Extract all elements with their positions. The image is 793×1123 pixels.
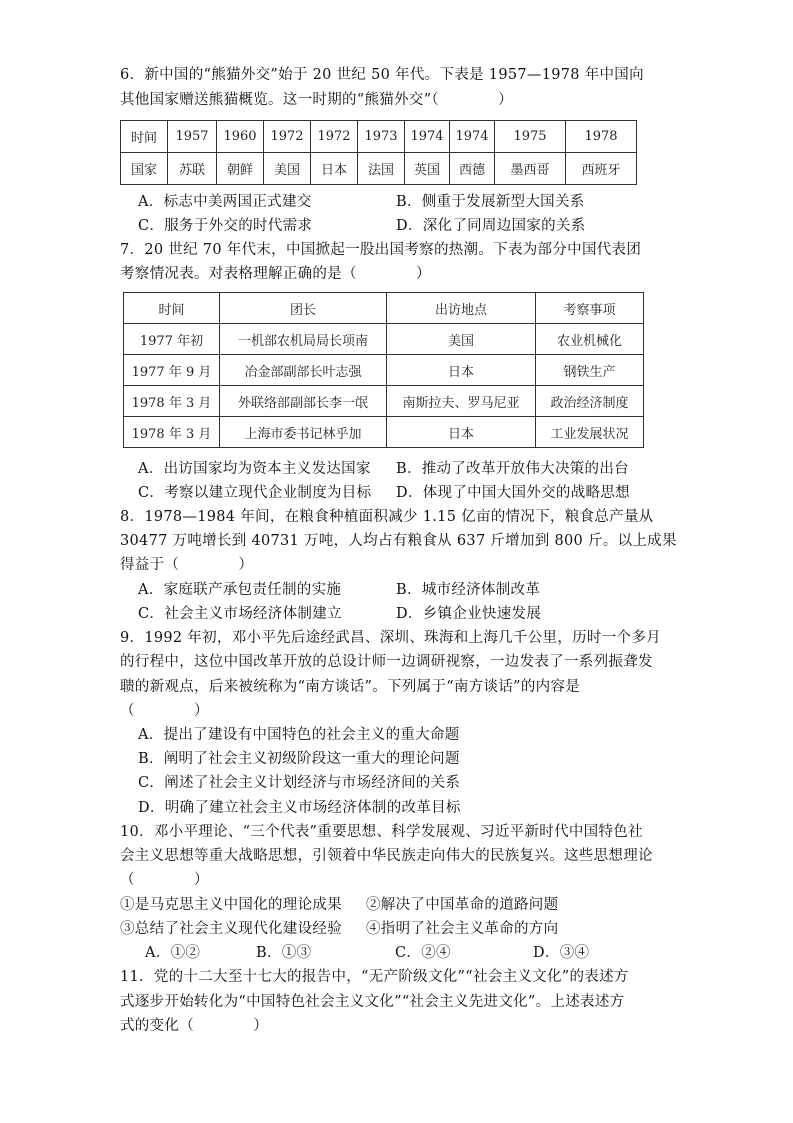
q10-statement-2: ②解决了中国革命的道路问题 bbox=[366, 897, 559, 913]
q10-stem-line2: 会主义思想等重大战略思想，引领着中华民族走向伟大的民族复兴。这些思想理论 bbox=[120, 848, 653, 864]
table-cell: 西德 bbox=[450, 153, 495, 185]
q10-option-c[interactable]: C．②④ bbox=[395, 945, 451, 961]
table-cell: 1974 bbox=[450, 121, 495, 153]
q7-option-b[interactable]: B．推动了改革开放伟大决策的出台 bbox=[396, 461, 629, 477]
table-row bbox=[124, 386, 644, 417]
table-cell: 英国 bbox=[405, 153, 450, 185]
q7-option-c[interactable]: C．考察以建立现代企业制度为目标 bbox=[138, 485, 372, 501]
table-header-cell: 团长 bbox=[220, 293, 387, 324]
q8-stem-line3: 得益于（ ） bbox=[120, 557, 254, 573]
table-cell: 冶金部副部长叶志强 bbox=[220, 355, 387, 386]
q6-option-d[interactable]: D．深化了同周边国家的关系 bbox=[396, 218, 586, 234]
q8-option-d[interactable]: D．乡镇企业快速发展 bbox=[396, 606, 542, 622]
table-cell: 政治经济制度 bbox=[536, 386, 644, 417]
table-cell: 1972 bbox=[264, 121, 311, 153]
q9-option-a[interactable]: A．提出了建设有中国特色的社会主义的重大命题 bbox=[138, 727, 460, 743]
table-cell: 时间 bbox=[121, 121, 168, 153]
q9-option-c[interactable]: C．阐述了社会主义计划经济与市场经济间的关系 bbox=[138, 775, 461, 791]
table-cell: 一机部农机局局长项南 bbox=[220, 324, 387, 355]
q7-delegation-table bbox=[123, 292, 644, 448]
q8-stem-line1: 8．1978—1984 年间，在粮食种植面积减少 1.15 亿亩的情况下，粮食总产量从 bbox=[120, 509, 654, 525]
table-cell: 1972 bbox=[311, 121, 358, 153]
q7-stem-line1: 7．20 世纪 70 年代末，中国掀起一股出国考察的热潮。下表为部分中国代表团 bbox=[120, 242, 642, 258]
q10-stem-line1: 10．邓小平理论、“三个代表”重要思想、科学发展观、习近平新时代中国特色社 bbox=[120, 824, 643, 840]
q8-option-c[interactable]: C．社会主义市场经济体制建立 bbox=[138, 606, 342, 622]
q10-statement-3: ③总结了社会主义现代化建设经验 bbox=[120, 921, 342, 937]
q11-stem-line2: 式逐步开始转化为“中国特色社会主义文化”“社会主义先进文化”。上述表述方 bbox=[120, 994, 625, 1010]
q10-option-b[interactable]: B．①③ bbox=[256, 945, 312, 961]
table-cell: 1960 bbox=[217, 121, 264, 153]
table-cell: 墨西哥 bbox=[495, 153, 566, 185]
table-cell: 日本 bbox=[387, 417, 536, 448]
table-cell: 美国 bbox=[387, 324, 536, 355]
table-cell: 法国 bbox=[358, 153, 405, 185]
q9-stem-line4: （ ） bbox=[120, 703, 209, 719]
q9-stem-line3: 聩的新观点，后来被统称为“南方谈话”。下列属于“南方谈话”的内容是 bbox=[120, 679, 581, 695]
q9-stem-line1: 9．1992 年初，邓小平先后途经武昌、深圳、珠海和上海几千公里，历时一个多月 bbox=[120, 630, 661, 646]
q7-stem-line2: 考察情况表。对表格理解正确的是（ ） bbox=[120, 266, 431, 282]
table-cell: 南斯拉夫、罗马尼亚 bbox=[387, 386, 536, 417]
q8-option-a[interactable]: A．家庭联产承包责任制的实施 bbox=[138, 582, 342, 598]
table-cell: 1977 年初 bbox=[124, 324, 220, 355]
q10-option-a[interactable]: A．①② bbox=[145, 945, 201, 961]
q10-stem-line3: （ ） bbox=[120, 872, 209, 888]
table-cell: 1978 年 3 月 bbox=[124, 386, 220, 417]
q8-option-b[interactable]: B．城市经济体制改革 bbox=[396, 582, 541, 598]
q9-option-b[interactable]: B．阐明了社会主义初级阶段这一重大的理论问题 bbox=[138, 751, 460, 767]
q10-statement-4: ④指明了社会主义革命的方向 bbox=[366, 921, 559, 937]
table-header-cell: 考察事项 bbox=[536, 293, 644, 324]
table-cell: 农业机械化 bbox=[536, 324, 644, 355]
table-cell: 1977 年 9 月 bbox=[124, 355, 220, 386]
q11-stem-line1: 11．党的十二大至十七大的报告中，“无产阶级文化”“社会主义文化”的表述方 bbox=[120, 969, 629, 985]
table-cell: 外联络部副部长李一氓 bbox=[220, 386, 387, 417]
table-row bbox=[124, 417, 644, 448]
table-row bbox=[121, 153, 637, 185]
q6-stem-line1: 6．新中国的“熊猫外交”始于 20 世纪 50 年代。下表是 1957—1978 年中国向 bbox=[120, 67, 644, 83]
table-cell: 1978 年 3 月 bbox=[124, 417, 220, 448]
table-cell: 1975 bbox=[495, 121, 566, 153]
table-cell: 钢铁生产 bbox=[536, 355, 644, 386]
table-header-row bbox=[124, 293, 644, 324]
q6-option-c[interactable]: C．服务于外交的时代需求 bbox=[138, 218, 313, 234]
table-cell: 西班牙 bbox=[566, 153, 637, 185]
q6-option-a[interactable]: A．标志中美两国正式建交 bbox=[138, 194, 312, 210]
table-cell: 上海市委书记林乎加 bbox=[220, 417, 387, 448]
q9-stem-line2: 的行程中，这位中国改革开放的总设计师一边调研视察，一边发表了一系列振聋发 bbox=[120, 654, 653, 670]
table-header-cell: 时间 bbox=[124, 293, 220, 324]
table-cell: 工业发展状况 bbox=[536, 417, 644, 448]
q11-stem-line3: 式的变化（ ） bbox=[120, 1018, 268, 1034]
q10-option-d[interactable]: D．③④ bbox=[533, 945, 590, 961]
q6-panda-table bbox=[120, 120, 637, 185]
table-row bbox=[124, 355, 644, 386]
table-cell: 日本 bbox=[311, 153, 358, 185]
table-cell: 日本 bbox=[387, 355, 536, 386]
table-cell: 1973 bbox=[358, 121, 405, 153]
table-row bbox=[121, 121, 637, 153]
q10-statement-1: ①是马克思主义中国化的理论成果 bbox=[120, 897, 342, 913]
table-cell: 国家 bbox=[121, 153, 168, 185]
table-cell: 1978 bbox=[566, 121, 637, 153]
table-cell: 1974 bbox=[405, 121, 450, 153]
table-cell: 朝鲜 bbox=[217, 153, 264, 185]
table-cell: 1957 bbox=[168, 121, 217, 153]
q7-option-d[interactable]: D．体现了中国大国外交的战略思想 bbox=[396, 485, 630, 501]
q6-stem-line2: 其他国家赠送熊猫概览。这一时期的“熊猫外交”（ ） bbox=[120, 92, 513, 108]
q8-stem-line2: 30477 万吨增长到 40731 万吨，人均占有粮食从 637 斤增加到 800 斤。以上成果 bbox=[120, 533, 677, 549]
q6-option-b[interactable]: B．侧重于发展新型大国关系 bbox=[396, 194, 585, 210]
q9-option-d[interactable]: D．明确了建立社会主义市场经济体制的改革目标 bbox=[138, 800, 461, 816]
table-cell: 美国 bbox=[264, 153, 311, 185]
table-cell: 苏联 bbox=[168, 153, 217, 185]
table-row bbox=[124, 324, 644, 355]
table-header-cell: 出访地点 bbox=[387, 293, 536, 324]
q7-option-a[interactable]: A．出访国家均为资本主义发达国家 bbox=[138, 461, 371, 477]
